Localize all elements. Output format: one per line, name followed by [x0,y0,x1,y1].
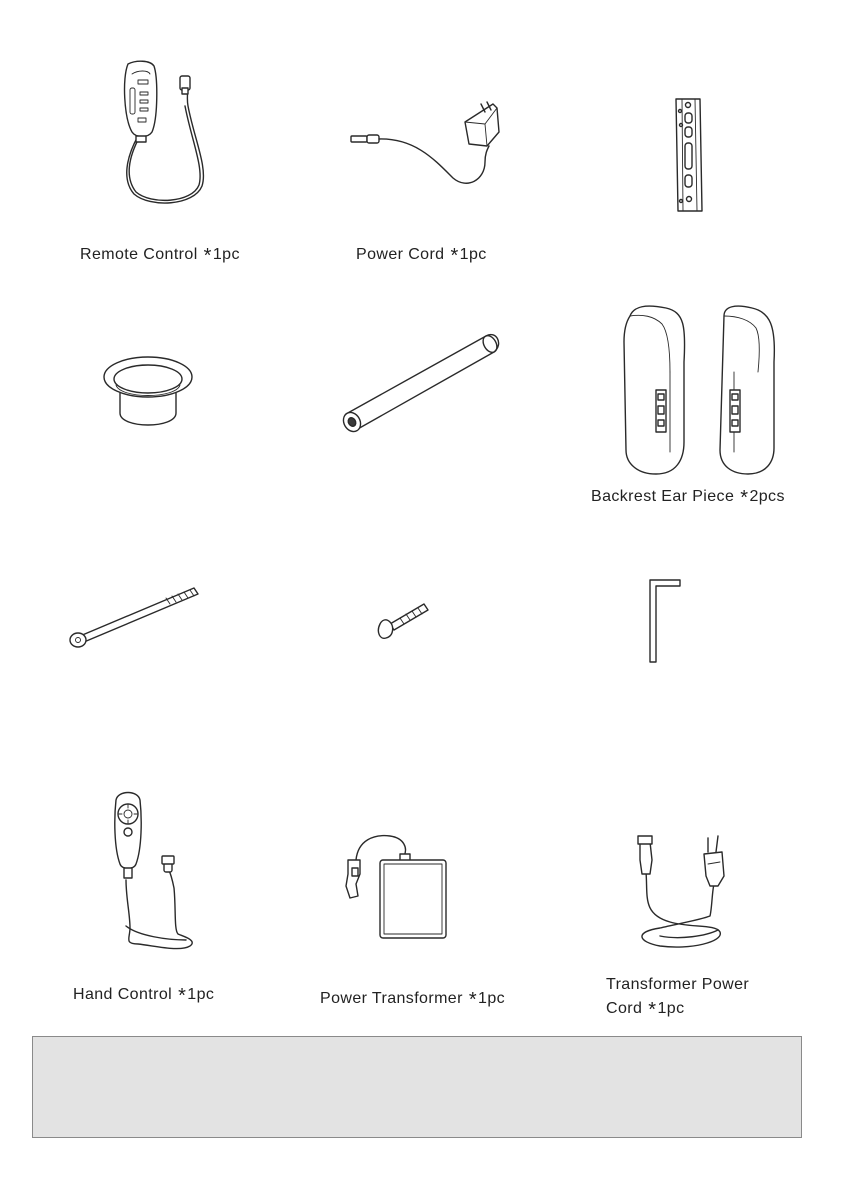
quantity-mark: * [450,245,459,267]
hand-control-name: Hand Control [73,986,173,1003]
quantity-mark: * [178,985,187,1007]
remote-control-qty: 1pc [212,246,240,263]
transformer-power-cord-qty: 1pc [657,1000,685,1017]
quantity-mark: * [648,999,657,1021]
transformer-power-cord-label [606,974,806,1020]
power-cord-qty: 1pc [459,246,487,263]
short-bolt-image [372,598,432,644]
transformer-power-cord-name-line2: Cord [606,1000,643,1017]
backrest-ear-piece-label [591,484,785,508]
power-transformer-image [334,830,444,942]
power-cord-name: Power Cord [356,246,445,263]
backrest-ear-piece-qty: 2pcs [749,488,785,505]
long-bolt-image [66,584,206,656]
quantity-mark: * [740,487,749,509]
transformer-power-cord-image [630,832,730,952]
power-cord-label [356,242,487,266]
power-transformer-label [320,986,505,1010]
hand-control-qty: 1pc [187,986,215,1003]
note-panel [32,1036,802,1138]
power-transformer-name: Power Transformer [320,990,463,1007]
quantity-mark: * [468,989,478,1011]
remote-control-image [118,58,228,208]
backrest-ear-piece-image [620,302,780,477]
cup-holder-image [100,355,195,435]
hand-control-label [73,982,214,1006]
backrest-ear-piece-name: Backrest Ear Piece [591,488,735,505]
power-cord-image [345,100,505,200]
backrest-bracket-image [672,95,706,215]
quantity-mark: * [203,245,212,267]
transformer-power-cord-name: Transformer Power [606,976,750,993]
power-transformer-qty: 1pc [478,990,506,1007]
hand-control-image [108,788,200,958]
hex-key-image [644,576,686,666]
remote-control-name: Remote Control [80,246,198,263]
tube-image [340,330,505,435]
remote-control-label [80,242,240,266]
